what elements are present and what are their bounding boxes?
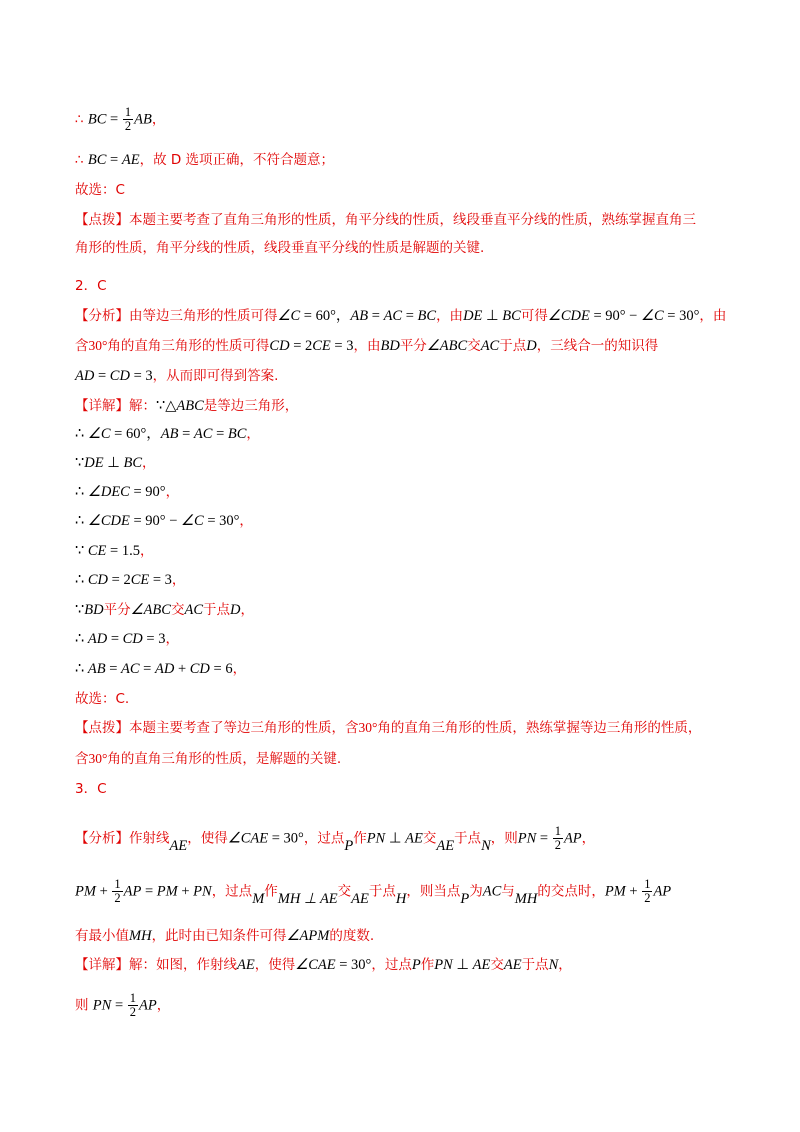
body-text: ，由 — [353, 338, 381, 354]
math-text-lowered: MH — [514, 890, 538, 907]
text-line — [75, 659, 740, 679]
body-text: 故选：C. — [75, 691, 130, 707]
body-text: 交 — [422, 830, 437, 847]
fraction-denominator: 2 — [124, 119, 132, 133]
fraction-numerator: 1 — [129, 991, 137, 1005]
math-text: DE — [463, 308, 483, 324]
body-text: ， — [142, 455, 156, 471]
math-text: AC — [482, 883, 502, 900]
body-text: 故选：C — [75, 182, 125, 198]
math-text: P — [411, 957, 421, 973]
body-text: ，故 D 选项正确，不符合题意； — [139, 152, 335, 168]
math-symbol: ∵ — [75, 543, 88, 559]
math-text: CE — [312, 338, 331, 354]
fraction-denominator: 2 — [644, 891, 651, 905]
math-text-lowered: AE — [169, 837, 188, 854]
math-text: BD — [84, 602, 104, 618]
body-text: ， — [139, 543, 154, 559]
text-line — [75, 749, 740, 769]
body-text: 【分析】由等边三角形的性质可得 — [75, 308, 278, 324]
math-text-lowered: MH ⊥ AE — [277, 890, 338, 907]
fraction-numerator: 1 — [644, 877, 651, 891]
math-text: ∠DEC — [87, 484, 130, 500]
body-text: ，从而即可得到答案. — [152, 368, 279, 384]
math-text: BC — [123, 455, 142, 471]
body-text: ，则 — [490, 830, 518, 847]
body-text: ， — [239, 513, 253, 529]
fraction — [128, 992, 138, 1019]
body-text: 于点 — [454, 830, 482, 847]
body-text: ， — [581, 830, 596, 847]
text-line — [75, 570, 740, 590]
math-symbol: + — [625, 883, 642, 900]
math-symbol: = — [106, 152, 122, 168]
math-text: AD — [75, 368, 95, 384]
math-symbol: ∵ — [75, 602, 85, 618]
math-symbol: = 3 — [129, 368, 153, 384]
math-symbol: = — [107, 631, 123, 647]
body-text: 含 — [75, 338, 89, 354]
body-text: 【详解】解：如图，作射线 — [75, 957, 237, 973]
math-text: ∠C — [181, 513, 204, 529]
math-text: ∠APM — [286, 928, 330, 944]
fraction — [553, 825, 563, 852]
math-symbol: = — [368, 308, 384, 324]
math-number: 30° — [88, 751, 108, 766]
math-symbol: = — [402, 308, 418, 324]
math-text: ∠CDE — [87, 513, 130, 529]
math-text: PM — [156, 883, 178, 900]
fraction-numerator: 1 — [554, 824, 561, 838]
math-symbol: = 30° — [268, 830, 304, 847]
body-text: ∴ — [75, 152, 88, 168]
math-text: D — [526, 338, 537, 354]
math-text: AP — [653, 883, 672, 900]
math-text: ∠C — [277, 308, 301, 324]
body-text: ，使得 — [254, 957, 296, 973]
body-text: 为 — [469, 883, 483, 900]
math-text: ∠ABC — [130, 602, 171, 618]
math-text: N — [548, 957, 559, 973]
math-text-lowered: P — [344, 837, 354, 854]
math-text: PM — [75, 883, 96, 900]
math-symbol: ∴ — [75, 661, 88, 677]
math-symbol: = 30° — [203, 513, 240, 529]
math-text: ∠CAE — [227, 830, 269, 847]
body-text: 2．C — [75, 278, 107, 294]
body-text: ， — [165, 484, 180, 500]
math-text-lowered: N — [481, 837, 491, 854]
math-symbol: = 2 — [108, 572, 131, 588]
body-text: 交 — [170, 602, 185, 618]
text-line — [75, 210, 740, 230]
math-symbol: = — [111, 997, 127, 1014]
math-symbol: ∵△ — [156, 398, 177, 414]
math-symbol: = — [536, 830, 552, 847]
math-text: AE — [472, 957, 491, 973]
math-text: ABC — [176, 398, 204, 414]
body-text: 角的直角三角形的性质，是解题的关键. — [107, 751, 342, 767]
text-line — [75, 629, 740, 649]
body-text: 作 — [264, 883, 278, 900]
body-text: ， — [156, 997, 171, 1014]
math-text: ∠ABC — [426, 338, 468, 354]
math-text: CD — [122, 631, 143, 647]
math-text: BC — [227, 426, 247, 442]
math-symbol: ∴ — [75, 426, 88, 442]
math-symbol: = 3 — [149, 572, 172, 588]
math-text-lowered: AE — [351, 890, 369, 907]
text-line — [75, 396, 740, 416]
math-text: DE — [84, 455, 104, 471]
text-line — [75, 238, 740, 258]
body-text: 有最小值 — [75, 928, 129, 944]
text-line — [75, 511, 740, 531]
fraction-denominator: 2 — [129, 1005, 137, 1019]
math-text: AB — [134, 111, 152, 128]
body-text: ，由 — [436, 308, 464, 324]
math-symbol: = — [105, 661, 122, 677]
body-text: ，此时由已知条件可得 — [151, 928, 287, 944]
math-text: AC — [480, 338, 500, 354]
math-number: 30° — [358, 720, 378, 735]
body-text: ， — [240, 602, 254, 618]
body-text: ，三线合一的知识得 — [536, 338, 659, 354]
body-text: 平分 — [103, 602, 131, 618]
math-text: ∠CAE — [295, 957, 336, 973]
math-text: CE — [87, 543, 107, 559]
math-text: ∠CDE — [547, 308, 590, 324]
math-text: AC — [383, 308, 403, 324]
body-text: 角形的性质，角平分线的性质，线段垂直平分线的性质是解题的关键. — [75, 240, 485, 256]
body-text: 于点 — [521, 957, 549, 973]
body-text: 角的直角三角形的性质可得 — [107, 338, 270, 354]
math-text: CD — [189, 661, 210, 677]
math-symbol: + — [95, 883, 112, 900]
text-line — [75, 482, 740, 502]
text-line — [75, 600, 740, 620]
math-text: MH — [129, 928, 152, 944]
body-text: ，由 — [699, 308, 727, 324]
math-number: 30° — [88, 338, 108, 353]
math-symbol: + — [177, 883, 194, 900]
text-line — [75, 180, 740, 200]
math-symbol: = 3 — [142, 631, 166, 647]
body-text: 的交点时， — [537, 883, 605, 900]
math-symbol: ∵ — [75, 455, 85, 471]
math-text: PN — [434, 957, 453, 973]
body-text: 是等边三角形， — [203, 398, 299, 414]
body-text: ， — [151, 111, 166, 128]
math-text: PN — [517, 830, 537, 847]
math-symbol: = — [141, 883, 157, 900]
math-text: AE — [503, 957, 522, 973]
body-text: 可得 — [520, 308, 548, 324]
math-text: PN — [193, 883, 212, 900]
body-text: 交 — [467, 338, 481, 354]
math-symbol: ∴ — [75, 572, 88, 588]
math-text: D — [230, 602, 241, 618]
text-line — [75, 306, 740, 326]
body-text: ，则当点 — [406, 883, 461, 900]
math-symbol: = — [94, 368, 110, 384]
math-text-lowered: H — [395, 890, 407, 907]
math-symbol: ∴ — [75, 631, 88, 647]
body-text: ∴ — [75, 111, 88, 128]
body-text: 3．C — [75, 781, 107, 797]
text-line — [75, 955, 740, 975]
math-symbol: = 60°， — [300, 308, 351, 324]
math-text: CE — [130, 572, 150, 588]
math-text: BC — [502, 308, 521, 324]
math-symbol: = — [212, 426, 228, 442]
body-text: 交 — [490, 957, 504, 973]
body-text: 于点 — [203, 602, 230, 618]
math-text: PM — [604, 883, 626, 900]
text-line — [75, 689, 740, 709]
math-symbol: ⊥ — [385, 830, 406, 847]
text-line — [75, 718, 740, 738]
body-text: 【详解】解： — [75, 398, 156, 414]
math-text: AP — [139, 997, 157, 1014]
math-text-lowered: P — [460, 890, 470, 907]
text-line — [75, 779, 740, 799]
math-text: CD — [109, 368, 130, 384]
text-line — [75, 424, 740, 444]
math-symbol: = — [178, 426, 194, 442]
text-line — [75, 825, 740, 852]
body-text: 角的直角三角形的性质，熟练掌握等边三角形的性质， — [377, 720, 702, 736]
math-symbol: = 60°， — [110, 426, 161, 442]
text-line — [75, 366, 740, 386]
math-text: BC — [417, 308, 437, 324]
math-text: AC — [121, 661, 140, 677]
math-symbol: = 30° — [663, 308, 700, 324]
math-text: AB — [87, 661, 106, 677]
body-text: 则 — [75, 997, 93, 1014]
math-text: AE — [405, 830, 423, 847]
math-symbol: = — [139, 661, 155, 677]
math-text: AC — [184, 602, 203, 618]
body-text: ， — [165, 631, 179, 647]
math-text: BC — [87, 152, 107, 168]
text-line — [75, 878, 740, 905]
body-text: 于点 — [499, 338, 527, 354]
body-text: ， — [558, 957, 572, 973]
math-symbol: = 90° − — [129, 513, 182, 529]
body-text: ， — [246, 426, 260, 442]
body-text: ， — [171, 572, 186, 588]
math-symbol: = 90° − — [589, 308, 641, 324]
body-text: ，过点 — [371, 957, 412, 973]
body-text: 【点拨】本题主要考查了等边三角形的性质，含 — [75, 720, 359, 736]
fraction-denominator: 2 — [554, 838, 561, 852]
math-text: ∠C — [640, 308, 664, 324]
body-text: ， — [232, 661, 247, 677]
math-symbol: + — [174, 661, 190, 677]
body-text: 平分 — [399, 338, 427, 354]
math-text: AB — [350, 308, 369, 324]
text-line — [75, 992, 740, 1019]
math-text: AB — [160, 426, 179, 442]
math-text: PN — [366, 830, 386, 847]
math-text-lowered: M — [252, 890, 265, 907]
body-text: 与 — [501, 883, 515, 900]
body-text: 作 — [353, 830, 367, 847]
fraction — [642, 878, 652, 905]
body-text: 交 — [337, 883, 352, 900]
fraction-denominator: 2 — [114, 891, 121, 905]
body-text: ，使得 — [187, 830, 228, 847]
math-symbol: = 6 — [209, 661, 233, 677]
math-symbol: ⊥ — [482, 308, 503, 324]
text-line — [75, 926, 740, 946]
math-symbol: = 1.5 — [106, 543, 140, 559]
body-text: 作 — [420, 957, 435, 973]
fraction-numerator: 1 — [124, 105, 132, 119]
math-text: AE — [121, 152, 140, 168]
math-symbol: ⊥ — [103, 455, 124, 471]
math-symbol: = 90° — [129, 484, 166, 500]
math-text: CD — [269, 338, 290, 354]
body-text: 【点拨】本题主要考查了直角三角形的性质，角平分线的性质，线段垂直平分线的性质，熟练掌握直角三 — [75, 212, 696, 228]
body-text: ，过点 — [303, 830, 345, 847]
body-text: 的度数. — [329, 928, 375, 944]
math-text: ∠C — [87, 426, 111, 442]
math-text: AD — [154, 661, 175, 677]
body-text: 含 — [75, 751, 89, 767]
body-text: ，过点 — [211, 883, 253, 900]
math-symbol: ⊥ — [452, 957, 473, 973]
math-symbol: = 3 — [330, 338, 354, 354]
math-text: AD — [87, 631, 108, 647]
math-symbol: = 30° — [335, 957, 372, 973]
text-line — [75, 541, 740, 561]
math-symbol: = — [106, 111, 122, 128]
math-text: PN — [92, 997, 112, 1014]
math-text: BC — [87, 111, 107, 128]
text-line — [75, 276, 740, 296]
math-text: AC — [193, 426, 213, 442]
math-text: AP — [563, 830, 582, 847]
fraction-numerator: 1 — [114, 877, 121, 891]
math-text: BD — [380, 338, 400, 354]
math-symbol: ∴ — [75, 513, 88, 529]
math-symbol: = 2 — [289, 338, 313, 354]
text-line — [75, 336, 740, 356]
fraction — [123, 106, 133, 133]
fraction — [112, 878, 122, 905]
math-text: AP — [123, 883, 142, 900]
body-text: 【分析】作射线 — [75, 830, 170, 847]
text-line — [75, 106, 740, 133]
text-line — [75, 150, 740, 170]
body-text: 于点 — [368, 883, 396, 900]
math-text-lowered: AE — [436, 837, 455, 854]
math-text: AE — [237, 957, 255, 973]
math-symbol: ∴ — [75, 484, 88, 500]
text-line — [75, 453, 740, 473]
math-text: CD — [87, 572, 109, 588]
